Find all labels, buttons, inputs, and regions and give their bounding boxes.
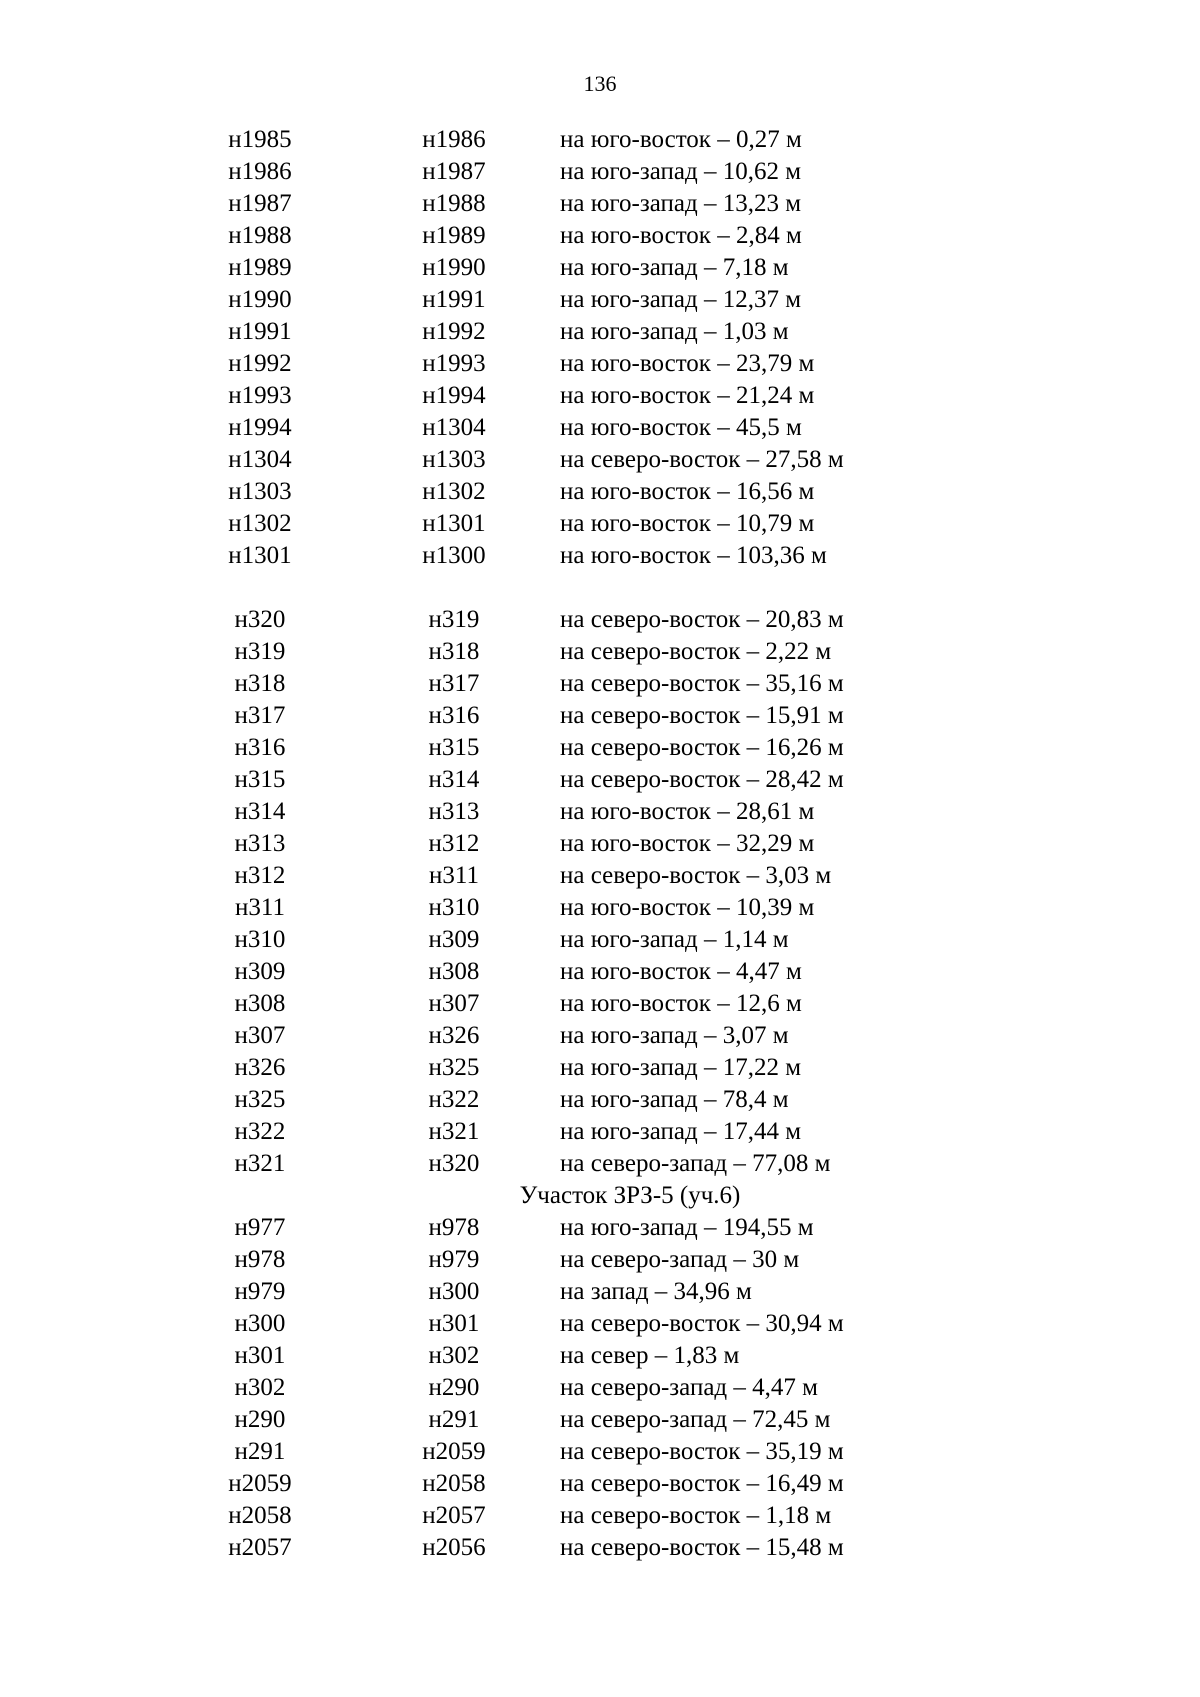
- start-point: н312: [234, 862, 286, 889]
- boundary-description: [0, 124, 1200, 1564]
- start-point: н302: [234, 1374, 286, 1401]
- end-point: н2058: [422, 1470, 486, 1497]
- end-point: н311: [429, 862, 479, 889]
- segment-row: [0, 1020, 1200, 1052]
- start-point: н2059: [228, 1470, 292, 1497]
- start-point: н979: [234, 1278, 286, 1305]
- end-point: н300: [428, 1278, 480, 1305]
- end-point: н317: [428, 670, 480, 697]
- segment-row: [0, 1468, 1200, 1500]
- direction-distance: на юго-запад – 7,18 м: [560, 254, 789, 281]
- start-point: н1993: [228, 382, 292, 409]
- segment-row: [0, 476, 1200, 508]
- direction-distance: на северо-восток – 35,19 м: [560, 1438, 844, 1465]
- start-point: н977: [234, 1214, 286, 1241]
- direction-distance: на северо-запад – 30 м: [560, 1246, 800, 1273]
- group-spacer: [0, 572, 1200, 604]
- direction-distance: на юго-восток – 21,24 м: [560, 382, 815, 409]
- segment-row: [0, 1436, 1200, 1468]
- direction-distance: на юго-запад – 10,62 м: [560, 158, 802, 185]
- segment-row: [0, 892, 1200, 924]
- segment-row: [0, 1404, 1200, 1436]
- segment-row: [0, 604, 1200, 636]
- direction-distance: на юго-запад – 12,37 м: [560, 286, 802, 313]
- direction-distance: на северо-восток – 16,26 м: [560, 734, 844, 761]
- end-point: н978: [428, 1214, 480, 1241]
- end-point: н322: [428, 1086, 480, 1113]
- segment-row: [0, 1244, 1200, 1276]
- segment-row: [0, 1084, 1200, 1116]
- segment-row: [0, 1276, 1200, 1308]
- direction-distance: на юго-запад – 194,55 м: [560, 1214, 814, 1241]
- start-point: н320: [234, 606, 286, 633]
- segment-row: [0, 956, 1200, 988]
- segment-row: [0, 156, 1200, 188]
- end-point: н1986: [422, 126, 486, 153]
- page-number: 136: [583, 71, 617, 96]
- segment-row: [0, 924, 1200, 956]
- direction-distance: на юго-запад – 17,44 м: [560, 1118, 802, 1145]
- direction-distance: на северо-восток – 20,83 м: [560, 606, 844, 633]
- direction-distance: на юго-восток – 10,79 м: [560, 510, 815, 537]
- direction-distance: на северо-восток – 16,49 м: [560, 1470, 844, 1497]
- end-point: н310: [428, 894, 480, 921]
- end-point: н321: [428, 1118, 480, 1145]
- segment-list-group-2: [0, 604, 1200, 1180]
- direction-distance: на юго-запад – 78,4 м: [560, 1086, 789, 1113]
- end-point: н326: [428, 1022, 480, 1049]
- start-point: н291: [234, 1438, 286, 1465]
- direction-distance: на запад – 34,96 м: [560, 1278, 752, 1305]
- start-point: н313: [234, 830, 286, 857]
- direction-distance: на северо-восток – 15,48 м: [560, 1534, 844, 1561]
- segment-row: [0, 636, 1200, 668]
- start-point: н1990: [228, 286, 292, 313]
- segment-row: [0, 412, 1200, 444]
- direction-distance: на юго-запад – 13,23 м: [560, 190, 802, 217]
- end-point: н1988: [422, 190, 486, 217]
- segment-row: [0, 348, 1200, 380]
- segment-row: [0, 1372, 1200, 1404]
- direction-distance: на юго-восток – 2,84 м: [560, 222, 802, 249]
- direction-distance: на юго-запад – 17,22 м: [560, 1054, 802, 1081]
- segment-row: [0, 860, 1200, 892]
- end-point: н1987: [422, 158, 486, 185]
- segment-row: [0, 540, 1200, 572]
- end-point: н1990: [422, 254, 486, 281]
- segment-row: [0, 284, 1200, 316]
- segment-row: [0, 764, 1200, 796]
- start-point: н2058: [228, 1502, 292, 1529]
- segment-row: [0, 1500, 1200, 1532]
- end-point: н316: [428, 702, 480, 729]
- direction-distance: на юго-восток – 0,27 м: [560, 126, 802, 153]
- start-point: н308: [234, 990, 286, 1017]
- end-point: н308: [428, 958, 480, 985]
- segment-row: [0, 828, 1200, 860]
- start-point: н307: [234, 1022, 286, 1049]
- direction-distance: на юго-восток – 103,36 м: [560, 542, 827, 569]
- end-point: н301: [428, 1310, 480, 1337]
- end-point: н307: [428, 990, 480, 1017]
- end-point: н1303: [422, 446, 486, 473]
- end-point: н309: [428, 926, 480, 953]
- start-point: н1304: [228, 446, 292, 473]
- start-point: н311: [235, 894, 285, 921]
- start-point: н319: [234, 638, 286, 665]
- end-point: н291: [428, 1406, 480, 1433]
- direction-distance: на юго-восток – 28,61 м: [560, 798, 815, 825]
- start-point: н1994: [228, 414, 292, 441]
- direction-distance: на юго-восток – 32,29 м: [560, 830, 815, 857]
- end-point: н314: [428, 766, 480, 793]
- start-point: н315: [234, 766, 286, 793]
- direction-distance: на северо-восток – 2,22 м: [560, 638, 832, 665]
- end-point: н1994: [422, 382, 486, 409]
- segment-row: [0, 508, 1200, 540]
- direction-distance: на север – 1,83 м: [560, 1342, 740, 1369]
- end-point: н320: [428, 1150, 480, 1177]
- direction-distance: на северо-восток – 27,58 м: [560, 446, 844, 473]
- start-point: н300: [234, 1310, 286, 1337]
- start-point: н318: [234, 670, 286, 697]
- section-title: Участок ЗРЗ-5 (уч.6): [519, 1182, 741, 1209]
- direction-distance: на юго-восток – 12,6 м: [560, 990, 802, 1017]
- end-point: н312: [428, 830, 480, 857]
- start-point: н321: [234, 1150, 286, 1177]
- direction-distance: на юго-восток – 45,5 м: [560, 414, 802, 441]
- direction-distance: на северо-восток – 28,42 м: [560, 766, 844, 793]
- segment-row: [0, 1148, 1200, 1180]
- end-point: н2056: [422, 1534, 486, 1561]
- segment-row: [0, 188, 1200, 220]
- direction-distance: на северо-запад – 77,08 м: [560, 1150, 831, 1177]
- start-point: н325: [234, 1086, 286, 1113]
- direction-distance: на северо-восток – 30,94 м: [560, 1310, 844, 1337]
- start-point: н1992: [228, 350, 292, 377]
- end-point: н1301: [422, 510, 486, 537]
- end-point: н2057: [422, 1502, 486, 1529]
- end-point: н2059: [422, 1438, 486, 1465]
- direction-distance: на северо-восток – 3,03 м: [560, 862, 832, 889]
- start-point: н316: [234, 734, 286, 761]
- direction-distance: на юго-запад – 1,03 м: [560, 318, 789, 345]
- end-point: н319: [428, 606, 480, 633]
- segment-row: [0, 1116, 1200, 1148]
- segment-row: [0, 1340, 1200, 1372]
- start-point: н1988: [228, 222, 292, 249]
- start-point: н1302: [228, 510, 292, 537]
- end-point: н1989: [422, 222, 486, 249]
- segment-row: [0, 796, 1200, 828]
- end-point: н1993: [422, 350, 486, 377]
- start-point: н978: [234, 1246, 286, 1273]
- end-point: н1302: [422, 478, 486, 505]
- start-point: н322: [234, 1118, 286, 1145]
- end-point: н325: [428, 1054, 480, 1081]
- start-point: н1303: [228, 478, 292, 505]
- start-point: н309: [234, 958, 286, 985]
- end-point: н302: [428, 1342, 480, 1369]
- start-point: н1991: [228, 318, 292, 345]
- start-point: н1985: [228, 126, 292, 153]
- direction-distance: на юго-восток – 23,79 м: [560, 350, 815, 377]
- segment-row: [0, 1532, 1200, 1564]
- segment-row: [0, 124, 1200, 156]
- direction-distance: на юго-восток – 16,56 м: [560, 478, 815, 505]
- end-point: н979: [428, 1246, 480, 1273]
- end-point: н1300: [422, 542, 486, 569]
- direction-distance: на юго-восток – 4,47 м: [560, 958, 802, 985]
- end-point: н1991: [422, 286, 486, 313]
- segment-row: [0, 1212, 1200, 1244]
- segment-row: [0, 1052, 1200, 1084]
- segment-row: [0, 988, 1200, 1020]
- start-point: н301: [234, 1342, 286, 1369]
- direction-distance: на юго-запад – 3,07 м: [560, 1022, 789, 1049]
- start-point: н290: [234, 1406, 286, 1433]
- direction-distance: на северо-запад – 4,47 м: [560, 1374, 818, 1401]
- end-point: н313: [428, 798, 480, 825]
- segment-row: [0, 732, 1200, 764]
- direction-distance: на северо-запад – 72,45 м: [560, 1406, 831, 1433]
- start-point: н1987: [228, 190, 292, 217]
- end-point: н290: [428, 1374, 480, 1401]
- segment-row: [0, 380, 1200, 412]
- end-point: н315: [428, 734, 480, 761]
- start-point: н317: [234, 702, 286, 729]
- segment-row: [0, 668, 1200, 700]
- segment-list-group-1: [0, 124, 1200, 572]
- start-point: н1989: [228, 254, 292, 281]
- direction-distance: на северо-восток – 15,91 м: [560, 702, 844, 729]
- segment-row: [0, 444, 1200, 476]
- start-point: н310: [234, 926, 286, 953]
- segment-list-group-3: [0, 1212, 1200, 1564]
- start-point: н2057: [228, 1534, 292, 1561]
- direction-distance: на северо-восток – 1,18 м: [560, 1502, 832, 1529]
- segment-row: [0, 1308, 1200, 1340]
- end-point: н1304: [422, 414, 486, 441]
- end-point: н318: [428, 638, 480, 665]
- segment-row: [0, 700, 1200, 732]
- start-point: н314: [234, 798, 286, 825]
- start-point: н1301: [228, 542, 292, 569]
- start-point: н1986: [228, 158, 292, 185]
- segment-row: [0, 316, 1200, 348]
- segment-row: [0, 220, 1200, 252]
- end-point: н1992: [422, 318, 486, 345]
- direction-distance: на северо-восток – 35,16 м: [560, 670, 844, 697]
- start-point: н326: [234, 1054, 286, 1081]
- direction-distance: на юго-восток – 10,39 м: [560, 894, 815, 921]
- direction-distance: на юго-запад – 1,14 м: [560, 926, 789, 953]
- segment-row: [0, 252, 1200, 284]
